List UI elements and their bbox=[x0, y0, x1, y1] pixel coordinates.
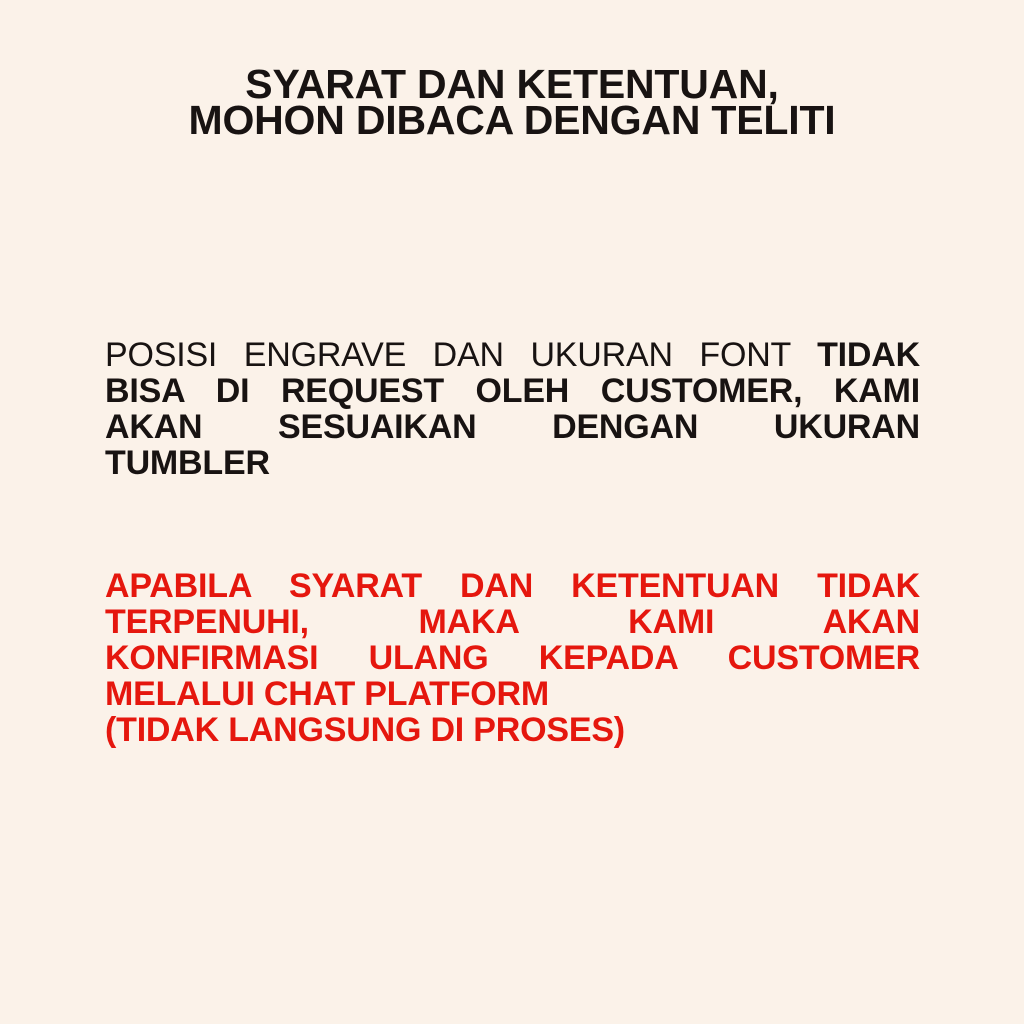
confirmation-warning-paragraph bbox=[105, 568, 920, 748]
warning-line-2: TERPENUHI, MAKA KAMI AKAN bbox=[105, 603, 920, 641]
page-title bbox=[0, 61, 1024, 143]
terms-line-1-regular-text: POSISI ENGRAVE DAN UKURAN FONT bbox=[105, 336, 791, 374]
terms-line-3: AKAN SESUAIKAN DENGAN UKURAN bbox=[105, 408, 920, 446]
page-title-line-1: SYARAT DAN KETENTUAN, bbox=[245, 61, 779, 107]
terms-line-2: BISA DI REQUEST OLEH CUSTOMER, KAMI bbox=[105, 372, 920, 410]
warning-line-4: MELALUI CHAT PLATFORM bbox=[105, 675, 550, 713]
engrave-terms-paragraph bbox=[105, 337, 920, 481]
page-title-line-2: MOHON DIBACA DENGAN TELITI bbox=[188, 97, 836, 143]
terms-line-4: TUMBLER bbox=[105, 444, 270, 482]
terms-line-1 bbox=[105, 337, 920, 373]
terms-line-1-bold-text: TIDAK bbox=[817, 336, 920, 374]
warning-line-3: KONFIRMASI ULANG KEPADA CUSTOMER bbox=[105, 639, 920, 677]
warning-line-1: APABILA SYARAT DAN KETENTUAN TIDAK bbox=[105, 567, 920, 605]
warning-line-5: (TIDAK LANGSUNG DI PROSES) bbox=[105, 711, 625, 749]
